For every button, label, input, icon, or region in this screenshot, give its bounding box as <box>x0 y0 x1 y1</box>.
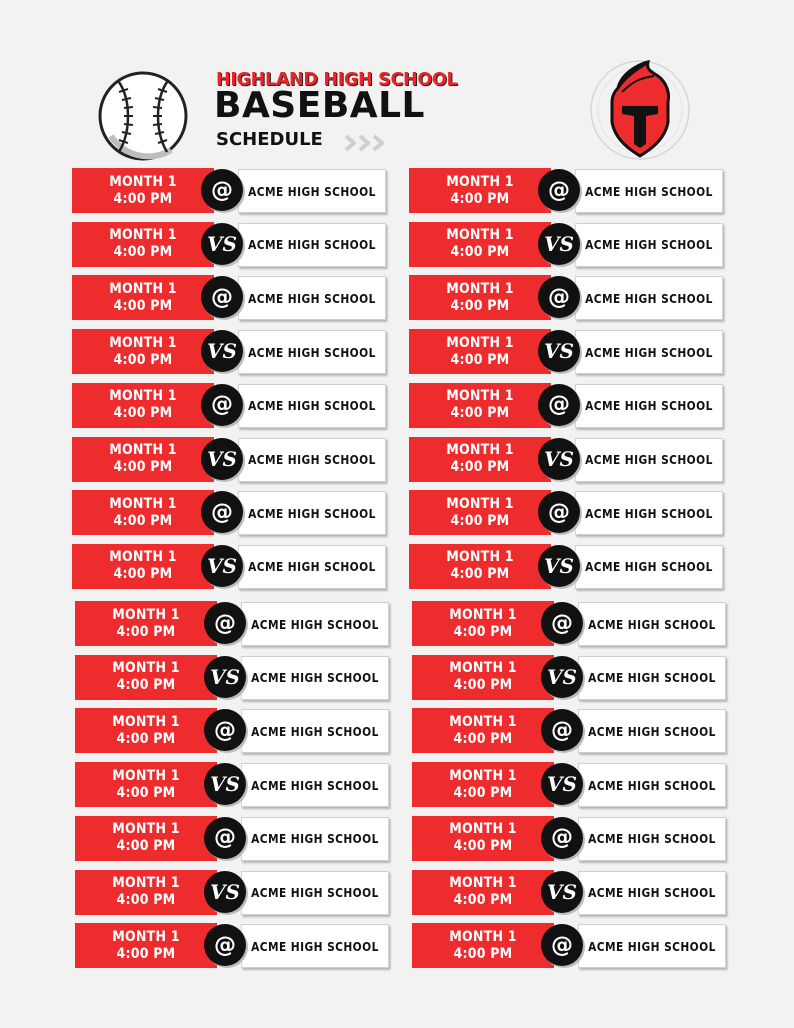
game-date: MONTH 1 <box>112 660 180 677</box>
game-date: MONTH 1 <box>109 495 177 512</box>
game-date: MONTH 1 <box>446 280 514 297</box>
header <box>0 0 794 165</box>
opponent-name: ACME HIGH SCHOOL <box>241 709 389 753</box>
game-date-time <box>412 923 554 968</box>
away-badge: @ <box>538 169 580 211</box>
game-row <box>75 870 395 916</box>
game-row <box>412 708 732 754</box>
game-date-time <box>409 383 551 428</box>
game-time: 4:00 PM <box>116 945 176 962</box>
game-date: MONTH 1 <box>446 173 514 190</box>
game-date: MONTH 1 <box>109 173 177 190</box>
opponent-name: ACME HIGH SCHOOL <box>238 330 386 374</box>
home-badge: VS <box>201 545 243 587</box>
opponent-name: ACME HIGH SCHOOL <box>578 924 726 968</box>
game-time: 4:00 PM <box>453 945 513 962</box>
game-time: 4:00 PM <box>450 244 510 261</box>
game-row <box>75 601 395 647</box>
opponent-name: ACME HIGH SCHOOL <box>241 817 389 861</box>
game-date-time <box>409 544 551 589</box>
game-row <box>72 222 392 268</box>
game-date: MONTH 1 <box>446 334 514 351</box>
game-date-time <box>75 708 217 753</box>
home-badge: VS <box>538 330 580 372</box>
game-row <box>409 437 729 483</box>
game-row <box>409 329 729 375</box>
game-time: 4:00 PM <box>113 566 173 583</box>
game-date-time <box>72 222 214 267</box>
game-date: MONTH 1 <box>109 227 177 244</box>
home-badge: VS <box>538 223 580 265</box>
game-date-time <box>75 923 217 968</box>
opponent-name: ACME HIGH SCHOOL <box>575 276 723 320</box>
home-badge: VS <box>201 330 243 372</box>
away-badge: @ <box>201 276 243 318</box>
game-date: MONTH 1 <box>449 606 517 623</box>
game-time: 4:00 PM <box>116 730 176 747</box>
game-row <box>75 708 395 754</box>
game-date: MONTH 1 <box>112 606 180 623</box>
away-badge: @ <box>538 276 580 318</box>
game-row <box>72 275 392 321</box>
opponent-name: ACME HIGH SCHOOL <box>578 602 726 646</box>
opponent-name: ACME HIGH SCHOOL <box>238 276 386 320</box>
school-name: HIGHLAND HIGH SCHOOL <box>216 70 458 90</box>
opponent-name: ACME HIGH SCHOOL <box>241 924 389 968</box>
away-badge: @ <box>541 709 583 751</box>
baseball-icon <box>97 70 189 162</box>
game-time: 4:00 PM <box>113 512 173 529</box>
opponent-name: ACME HIGH SCHOOL <box>241 763 389 807</box>
game-date-time <box>409 222 551 267</box>
opponent-name: ACME HIGH SCHOOL <box>575 438 723 482</box>
opponent-name: ACME HIGH SCHOOL <box>575 545 723 589</box>
game-time: 4:00 PM <box>450 566 510 583</box>
opponent-name: ACME HIGH SCHOOL <box>575 330 723 374</box>
game-date-time <box>75 816 217 861</box>
away-badge: @ <box>538 491 580 533</box>
game-time: 4:00 PM <box>116 838 176 855</box>
game-date: MONTH 1 <box>112 875 180 891</box>
game-date-time <box>72 329 214 374</box>
game-date: MONTH 1 <box>446 549 514 566</box>
game-row <box>75 923 395 969</box>
opponent-name: ACME HIGH SCHOOL <box>575 491 723 535</box>
game-row <box>409 275 729 321</box>
game-time: 4:00 PM <box>453 730 513 747</box>
game-time: 4:00 PM <box>450 459 510 475</box>
away-badge: @ <box>204 924 246 966</box>
game-date-time <box>72 544 214 589</box>
game-date-time <box>412 762 554 807</box>
away-badge: @ <box>204 817 246 859</box>
game-row <box>412 923 732 969</box>
game-date: MONTH 1 <box>112 928 180 945</box>
opponent-name: ACME HIGH SCHOOL <box>578 763 726 807</box>
game-date: MONTH 1 <box>449 767 517 784</box>
game-time: 4:00 PM <box>113 459 173 475</box>
home-badge: VS <box>204 763 246 805</box>
home-badge: VS <box>538 438 580 480</box>
game-date: MONTH 1 <box>446 442 514 458</box>
opponent-name: ACME HIGH SCHOOL <box>578 656 726 700</box>
opponent-name: ACME HIGH SCHOOL <box>575 384 723 428</box>
game-time: 4:00 PM <box>116 892 176 908</box>
opponent-name: ACME HIGH SCHOOL <box>241 602 389 646</box>
game-date-time <box>75 601 217 646</box>
game-row <box>409 544 729 590</box>
game-time: 4:00 PM <box>113 351 173 368</box>
game-date-time <box>72 168 214 213</box>
game-date-time <box>409 490 551 535</box>
game-date-time <box>409 437 551 482</box>
game-row <box>412 655 732 701</box>
game-row <box>72 490 392 536</box>
game-row <box>409 168 729 214</box>
game-time: 4:00 PM <box>116 677 176 694</box>
game-date-time <box>412 708 554 753</box>
game-date: MONTH 1 <box>449 713 517 730</box>
home-badge: VS <box>538 545 580 587</box>
opponent-name: ACME HIGH SCHOOL <box>238 169 386 213</box>
opponent-name: ACME HIGH SCHOOL <box>578 709 726 753</box>
game-date: MONTH 1 <box>109 388 177 405</box>
away-badge: @ <box>204 602 246 644</box>
away-badge: @ <box>541 602 583 644</box>
game-date: MONTH 1 <box>109 549 177 566</box>
game-date-time <box>412 601 554 646</box>
game-row <box>412 816 732 862</box>
game-time: 4:00 PM <box>453 784 513 801</box>
game-time: 4:00 PM <box>116 784 176 801</box>
away-badge: @ <box>541 817 583 859</box>
home-badge: VS <box>541 763 583 805</box>
game-date: MONTH 1 <box>446 388 514 405</box>
game-date-time <box>412 655 554 700</box>
game-date-time <box>409 329 551 374</box>
home-badge: VS <box>201 438 243 480</box>
game-row <box>72 437 392 483</box>
game-row <box>412 762 732 808</box>
game-date: MONTH 1 <box>449 928 517 945</box>
opponent-name: ACME HIGH SCHOOL <box>238 491 386 535</box>
game-time: 4:00 PM <box>113 297 173 314</box>
game-date: MONTH 1 <box>449 821 517 838</box>
game-row <box>409 490 729 536</box>
opponent-name: ACME HIGH SCHOOL <box>241 656 389 700</box>
game-date: MONTH 1 <box>449 660 517 677</box>
game-date: MONTH 1 <box>446 495 514 512</box>
game-date: MONTH 1 <box>449 875 517 891</box>
chevron-right-icon <box>343 133 389 153</box>
game-date-time <box>75 655 217 700</box>
game-date: MONTH 1 <box>109 442 177 458</box>
game-date-time <box>412 870 554 915</box>
schedule-subtitle: SCHEDULE <box>216 129 323 150</box>
game-time: 4:00 PM <box>113 405 173 422</box>
game-time: 4:00 PM <box>450 351 510 368</box>
game-time: 4:00 PM <box>116 623 176 640</box>
game-date-time <box>72 383 214 428</box>
game-date: MONTH 1 <box>446 227 514 244</box>
away-badge: @ <box>201 169 243 211</box>
game-row <box>75 655 395 701</box>
opponent-name: ACME HIGH SCHOOL <box>238 384 386 428</box>
game-row <box>409 222 729 268</box>
away-badge: @ <box>541 924 583 966</box>
game-date: MONTH 1 <box>112 821 180 838</box>
game-date-time <box>409 168 551 213</box>
home-badge: VS <box>204 656 246 698</box>
opponent-name: ACME HIGH SCHOOL <box>575 223 723 267</box>
game-time: 4:00 PM <box>453 892 513 908</box>
game-row <box>72 383 392 429</box>
game-date: MONTH 1 <box>112 713 180 730</box>
game-date-time <box>72 437 214 482</box>
opponent-name: ACME HIGH SCHOOL <box>578 871 726 915</box>
home-badge: VS <box>201 223 243 265</box>
game-row <box>75 816 395 862</box>
game-time: 4:00 PM <box>450 297 510 314</box>
away-badge: @ <box>201 384 243 426</box>
away-badge: @ <box>538 384 580 426</box>
game-row <box>412 601 732 647</box>
game-date-time <box>75 762 217 807</box>
game-time: 4:00 PM <box>450 512 510 529</box>
game-time: 4:00 PM <box>450 405 510 422</box>
game-time: 4:00 PM <box>450 190 510 207</box>
game-row <box>72 329 392 375</box>
opponent-name: ACME HIGH SCHOOL <box>575 169 723 213</box>
opponent-name: ACME HIGH SCHOOL <box>238 438 386 482</box>
opponent-name: ACME HIGH SCHOOL <box>241 871 389 915</box>
home-badge: VS <box>541 656 583 698</box>
game-time: 4:00 PM <box>113 190 173 207</box>
home-badge: VS <box>204 871 246 913</box>
game-row <box>72 544 392 590</box>
game-time: 4:00 PM <box>453 838 513 855</box>
game-date-time <box>72 275 214 320</box>
game-time: 4:00 PM <box>453 677 513 694</box>
game-date-time <box>72 490 214 535</box>
game-date: MONTH 1 <box>112 767 180 784</box>
away-badge: @ <box>204 709 246 751</box>
game-date-time <box>409 275 551 320</box>
game-row <box>72 168 392 214</box>
game-row <box>409 383 729 429</box>
game-date-time <box>75 870 217 915</box>
game-time: 4:00 PM <box>113 244 173 261</box>
spartan-helmet-icon <box>588 58 692 162</box>
game-row <box>75 762 395 808</box>
home-badge: VS <box>541 871 583 913</box>
game-row <box>412 870 732 916</box>
sport-title: BASEBALL <box>214 85 425 126</box>
opponent-name: ACME HIGH SCHOOL <box>238 223 386 267</box>
game-date-time <box>412 816 554 861</box>
opponent-name: ACME HIGH SCHOOL <box>578 817 726 861</box>
game-time: 4:00 PM <box>453 623 513 640</box>
opponent-name: ACME HIGH SCHOOL <box>238 545 386 589</box>
game-date: MONTH 1 <box>109 280 177 297</box>
away-badge: @ <box>201 491 243 533</box>
game-date: MONTH 1 <box>109 334 177 351</box>
